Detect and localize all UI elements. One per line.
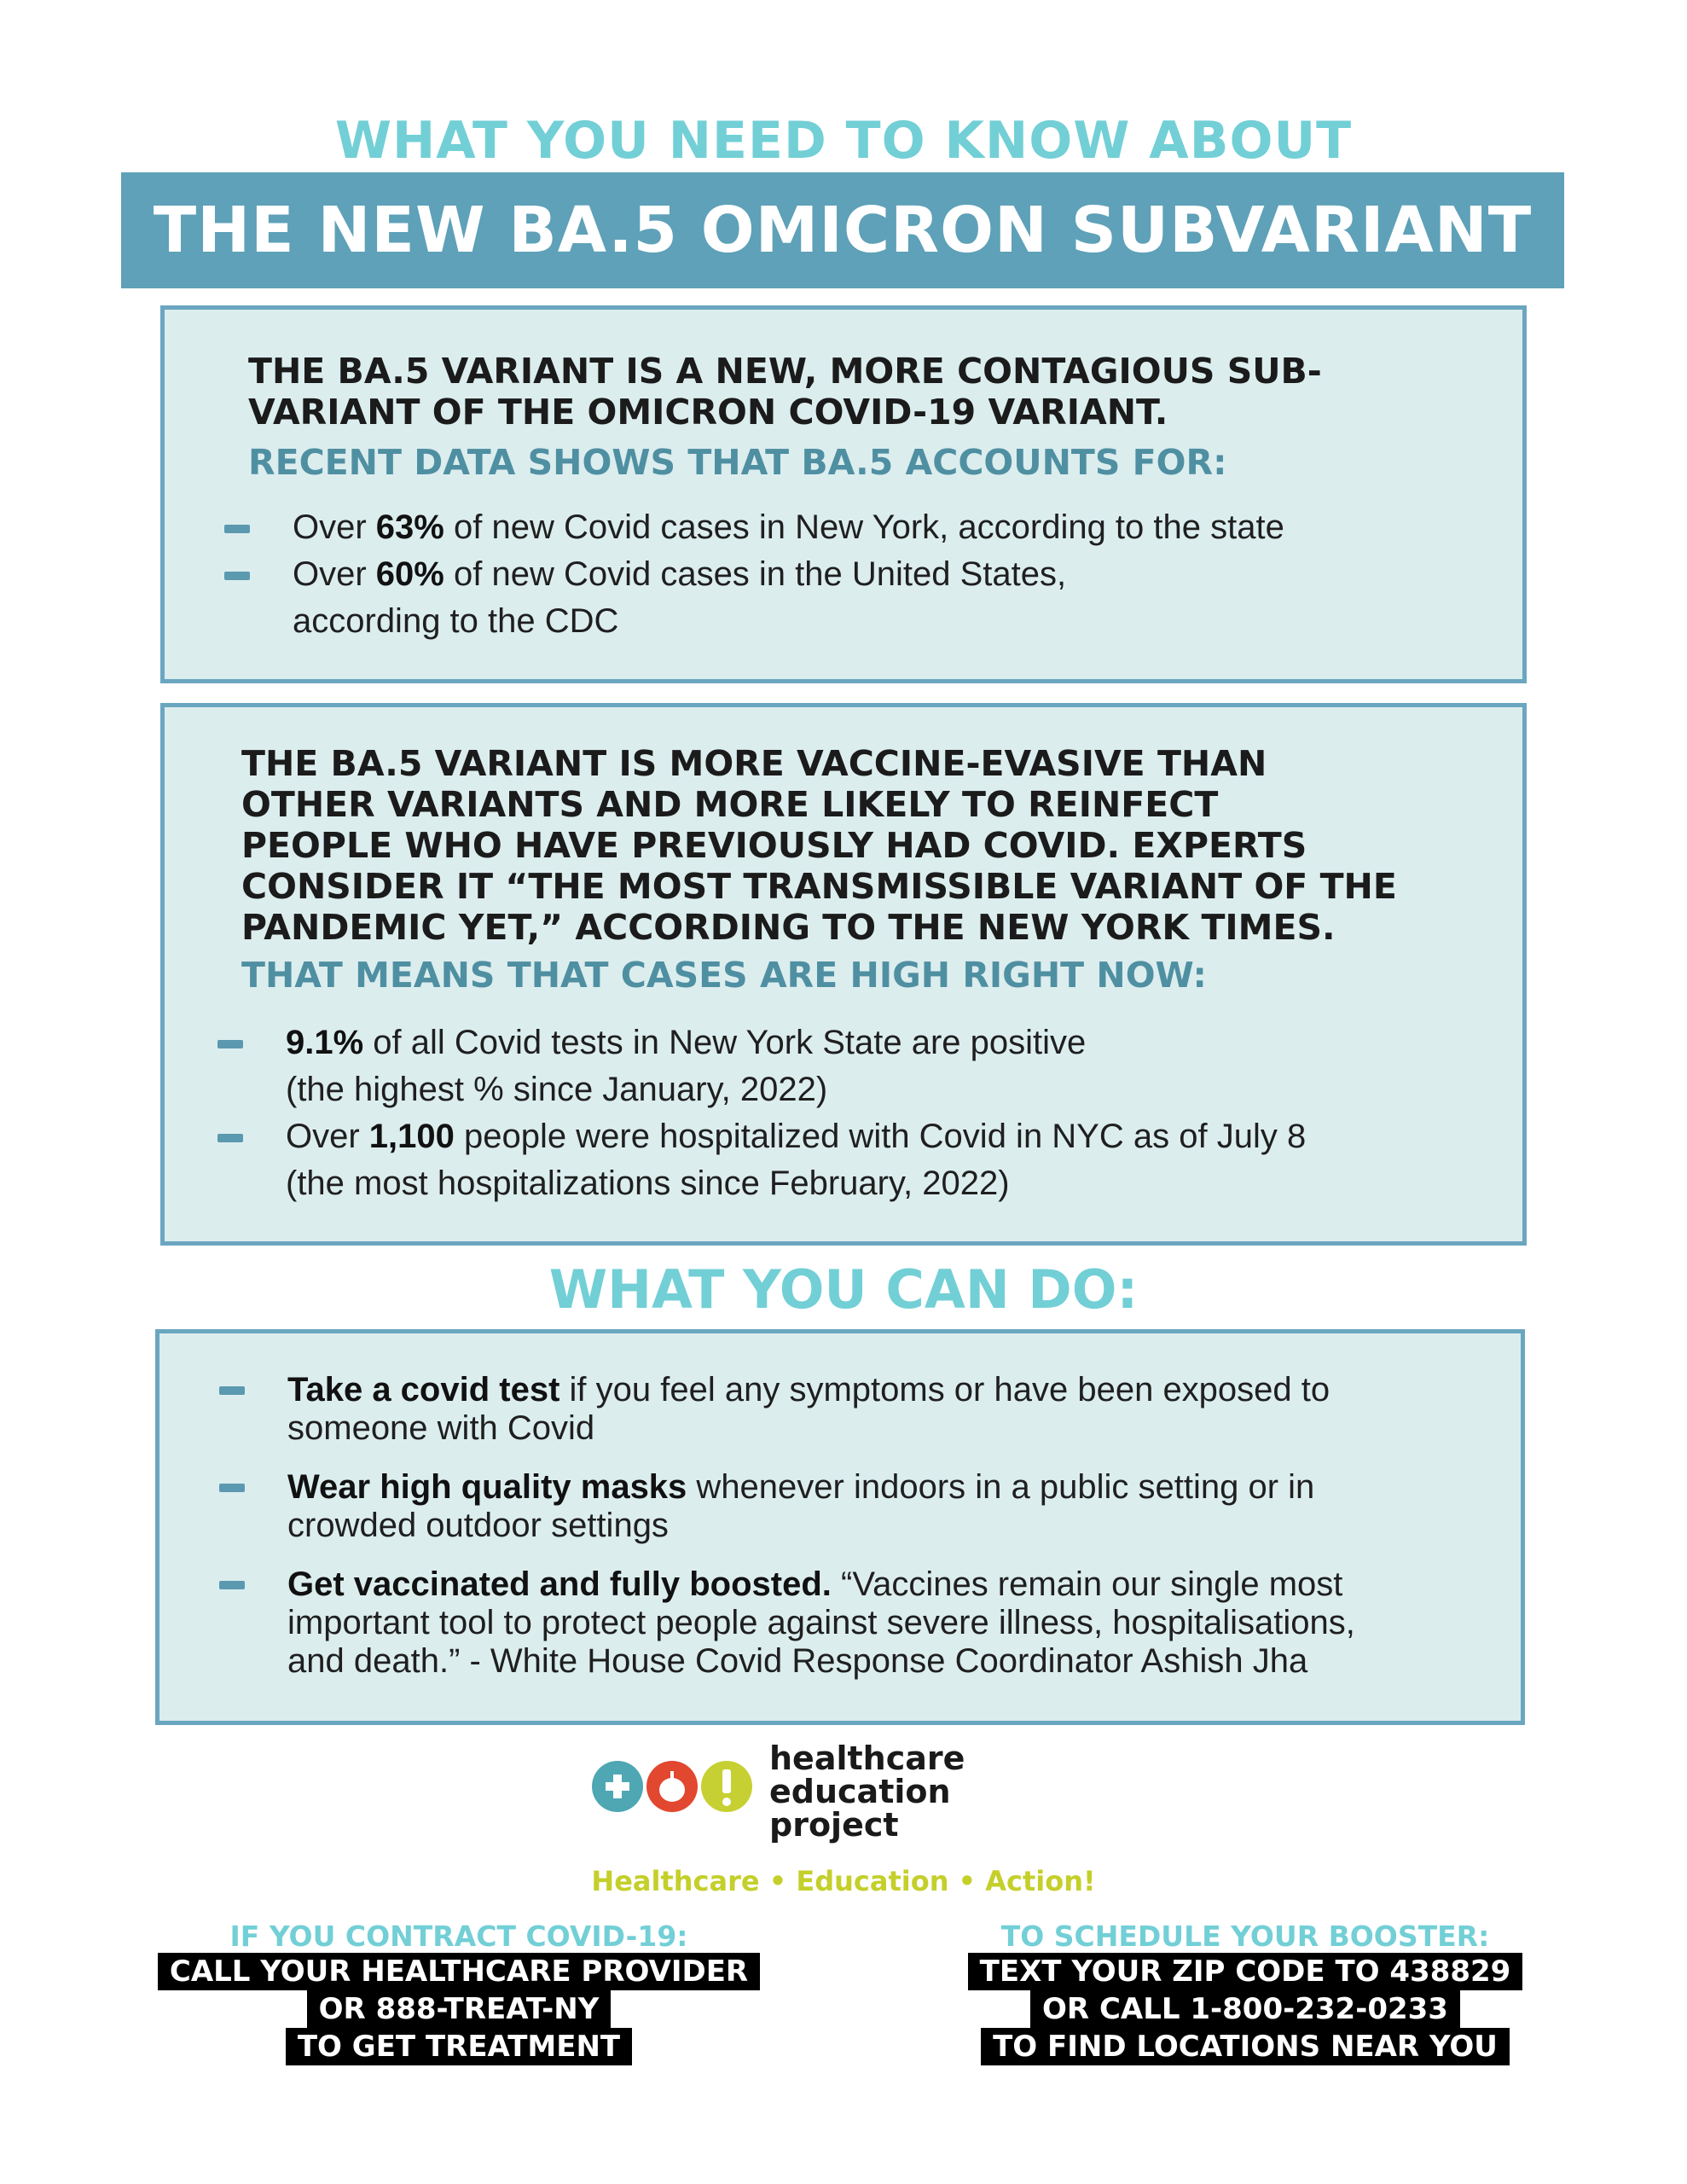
bullet-text: of new Covid cases in the United States, — [443, 555, 1067, 593]
action-text: if you feel any symptoms or have been exposed to — [559, 1371, 1330, 1409]
list-item — [287, 1371, 1355, 1448]
action-title: Get vaccinated and fully boosted. — [287, 1565, 832, 1603]
logo-text-line: healthcare — [769, 1740, 965, 1777]
section2-heading-line: PANDEMIC YET,” ACCORDING TO THE NEW YORK TIMES. — [241, 907, 1336, 948]
dash-bullet-icon — [224, 572, 250, 580]
page-title: THE NEW BA.5 OMICRON SUBVARIANT — [153, 194, 1533, 267]
section1-heading — [248, 351, 1322, 433]
section2-subhead: THAT MEANS THAT CASES ARE HIGH RIGHT NOW: — [241, 955, 1207, 996]
section1-subhead: RECENT DATA SHOWS THAT BA.5 ACCOUNTS FOR: — [248, 442, 1227, 483]
bullet-text: Over — [286, 1118, 369, 1155]
plus-circle-icon — [592, 1761, 643, 1812]
action-title: Take a covid test — [287, 1371, 560, 1409]
cta-line: OR 888-TREAT-NY — [307, 1990, 612, 2028]
dash-bullet-icon — [217, 1040, 243, 1048]
bullet-stat: 63% — [375, 508, 444, 546]
cta-heading: TO SCHEDULE YOUR BOOSTER: — [1000, 1920, 1490, 1953]
bullet-text: (the highest % since January, 2022) — [286, 1071, 828, 1108]
hep-logo — [590, 1742, 1136, 1853]
bullet-stat: 60% — [375, 555, 444, 593]
cta-line: TO FIND LOCATIONS NEAR YOU — [981, 2028, 1510, 2065]
exclamation-circle-icon — [701, 1761, 752, 1812]
section2-heading-line: CONSIDER IT “THE MOST TRANSMISSIBLE VARIANT OF THE — [241, 866, 1397, 907]
section1-bullets — [293, 504, 1284, 645]
cta-heading: IF YOU CONTRACT COVID-19: — [229, 1920, 688, 1953]
bullet-stat: 9.1% — [286, 1024, 364, 1061]
list-item — [286, 1113, 1306, 1207]
dash-bullet-icon — [219, 1484, 245, 1492]
section-vaccine-evasion — [160, 703, 1527, 1246]
section-what-you-can-do — [155, 1329, 1525, 1725]
action-text: “Vaccines remain our single most — [831, 1565, 1343, 1603]
bullet-text: (the most hospitalizations since February, 2022) — [286, 1165, 1010, 1202]
list-item — [287, 1565, 1355, 1681]
section2-heading-line: PEOPLE WHO HAVE PREVIOUSLY HAD COVID. EXPERTS — [241, 825, 1307, 866]
dash-bullet-icon — [217, 1134, 243, 1142]
action-list — [287, 1371, 1355, 1701]
cta-contract-covid — [101, 1920, 817, 2065]
list-item — [287, 1468, 1355, 1545]
logo-text-line: education — [769, 1773, 951, 1810]
list-item — [293, 551, 1284, 645]
cta-line: CALL YOUR HEALTHCARE PROVIDER — [158, 1953, 760, 1990]
bullet-text: according to the CDC — [293, 602, 619, 640]
section2-heading — [241, 743, 1397, 948]
title-banner — [121, 172, 1564, 288]
section-variant-info — [160, 305, 1527, 683]
list-item — [286, 1019, 1306, 1113]
cta-line: TEXT YOUR ZIP CODE TO 438829 — [968, 1953, 1523, 1990]
apple-circle-icon — [646, 1761, 698, 1812]
pretitle: WHAT YOU NEED TO KNOW ABOUT — [334, 111, 1353, 171]
cta-schedule-booster — [870, 1920, 1620, 2065]
list-item — [293, 504, 1284, 551]
action-text: crowded outdoor settings — [287, 1507, 669, 1544]
bullet-text: Over — [293, 508, 376, 546]
action-text: whenever indoors in a public setting or in — [687, 1468, 1315, 1506]
dash-bullet-icon — [219, 1581, 245, 1589]
cta-line: OR CALL 1-800-232-0233 — [1030, 1990, 1460, 2028]
dash-bullet-icon — [224, 525, 250, 533]
cta-line: TO GET TREATMENT — [286, 2028, 632, 2065]
bullet-text: Over — [293, 555, 376, 593]
bullet-stat: 1,100 — [368, 1118, 455, 1155]
bullet-text: people were hospitalized with Covid in NYC as of July 8 — [454, 1118, 1307, 1155]
what-you-can-do-title: WHAT YOU CAN DO: — [548, 1258, 1139, 1321]
section1-heading-line: THE BA.5 VARIANT IS A NEW, MORE CONTAGIOUS SUB- — [248, 351, 1322, 392]
action-text: someone with Covid — [287, 1409, 595, 1447]
action-text: important tool to protect people against severe illness, hospitalisations, — [287, 1604, 1355, 1641]
bullet-text: of all Covid tests in New York State are positive — [363, 1024, 1087, 1061]
dash-bullet-icon — [219, 1386, 245, 1395]
logo-icons — [590, 1759, 761, 1827]
section2-bullets — [286, 1019, 1306, 1207]
action-title: Wear high quality masks — [287, 1468, 687, 1506]
bullet-text: of new Covid cases in New York, according to the state — [443, 508, 1284, 546]
logo-text-line: project — [769, 1806, 899, 1844]
section2-heading-line: THE BA.5 VARIANT IS MORE VACCINE-EVASIVE THAN — [241, 743, 1267, 784]
logo-wordmark — [769, 1742, 965, 1842]
action-text: and death.” - White House Covid Response Coordinator Ashish Jha — [287, 1642, 1308, 1680]
section2-heading-line: OTHER VARIANTS AND MORE LIKELY TO REINFECT — [241, 784, 1219, 825]
section1-heading-line: VARIANT OF THE OMICRON COVID-19 VARIANT. — [248, 392, 1168, 433]
tagline: Healthcare • Education • Action! — [591, 1865, 1096, 1897]
